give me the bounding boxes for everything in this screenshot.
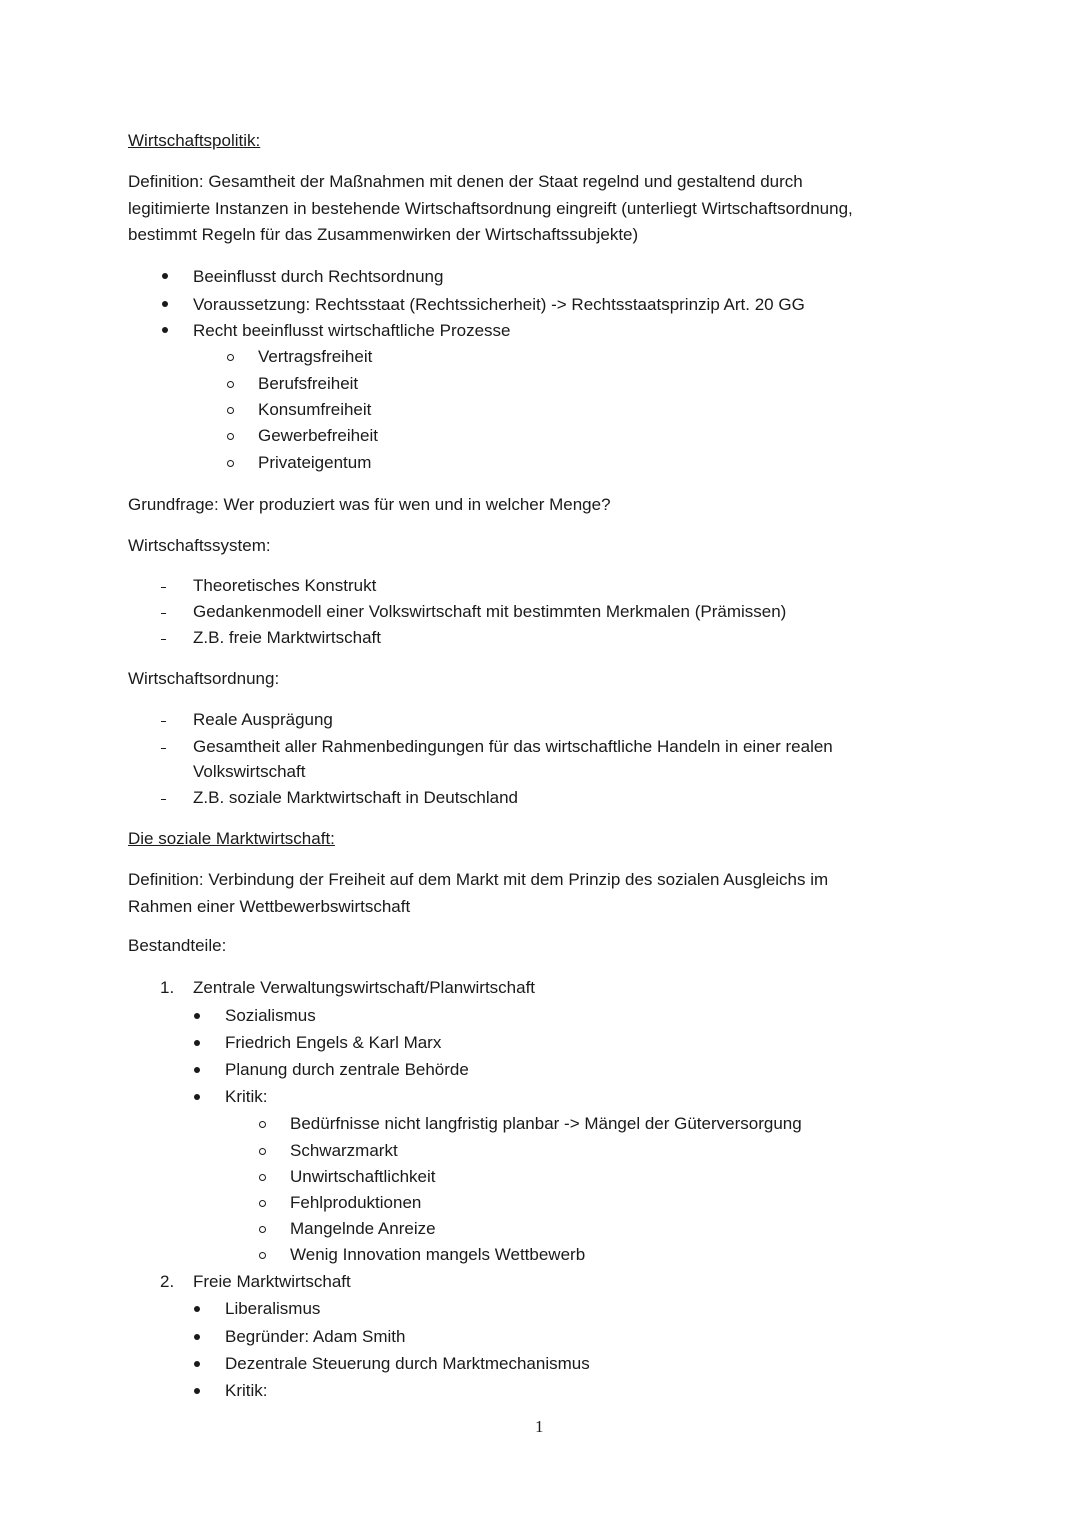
list-item: Beeinflusst durch Rechtsordnung	[193, 267, 444, 286]
bullet-dot	[194, 1040, 200, 1046]
list-item: Wenig Innovation mangels Wettbewerb	[290, 1245, 586, 1264]
list-item: Gesamtheit aller Rahmenbedingungen für das wirtschaftliche Handeln in einer realen	[193, 737, 833, 756]
grundfrage: Grundfrage: Wer produziert was für wen und in welcher Menge?	[128, 495, 611, 514]
list-item: Kritik:	[225, 1381, 268, 1400]
bullet-dot	[194, 1306, 200, 1312]
list-item: Begründer: Adam Smith	[225, 1327, 406, 1346]
dash-bullet	[161, 613, 166, 614]
heading-wirtschaftssystem: Wirtschaftssystem:	[128, 536, 271, 555]
list-number: 1.	[160, 978, 175, 997]
list-item: Unwirtschaftlichkeit	[290, 1167, 436, 1186]
list-item: Reale Ausprägung	[193, 710, 333, 729]
bullet-dot	[194, 1013, 200, 1019]
list-item-continuation: Volkswirtschaft	[193, 762, 306, 781]
bullet-dot	[162, 301, 168, 307]
dash-bullet	[161, 799, 166, 800]
circle-bullet	[259, 1252, 266, 1259]
definition-line-3: bestimmt Regeln für das Zusammenwirken der Wirtschaftssubjekte)	[128, 225, 639, 244]
list-item: Voraussetzung: Rechtsstaat (Rechtssicherheit) -> Rechtsstaatsprinzip Art. 20 GG	[193, 295, 805, 314]
list-item: Mangelnde Anreize	[290, 1219, 436, 1238]
bullet-dot	[194, 1334, 200, 1340]
dash-bullet	[161, 748, 166, 749]
list-item: Z.B. soziale Marktwirtschaft in Deutschland	[193, 788, 519, 807]
list-item: Liberalismus	[225, 1299, 321, 1318]
list-item: Friedrich Engels & Karl Marx	[225, 1033, 442, 1052]
list-item: Planung durch zentrale Behörde	[225, 1060, 469, 1079]
list-number: 2.	[160, 1272, 175, 1291]
list-item: Theoretisches Konstrukt	[193, 576, 377, 595]
numbered-item: Zentrale Verwaltungswirtschaft/Planwirtschaft	[193, 978, 536, 997]
circle-bullet	[259, 1226, 266, 1233]
definition-line-2: legitimierte Instanzen in bestehende Wirtschaftsordnung eingreift (unterliegt Wirtschaftsordnung,	[128, 199, 853, 218]
list-item: Recht beeinflusst wirtschaftliche Prozesse	[193, 321, 511, 340]
definition-line-1: Definition: Verbindung der Freiheit auf dem Markt mit dem Prinzip des sozialen Ausgleichs im	[128, 870, 829, 889]
list-item: Privateigentum	[258, 453, 372, 472]
bullet-dot	[194, 1361, 200, 1367]
list-item: Konsumfreiheit	[258, 400, 372, 419]
dash-bullet	[161, 639, 166, 640]
list-item: Schwarzmarkt	[290, 1141, 398, 1160]
circle-bullet	[259, 1174, 266, 1181]
circle-bullet	[227, 460, 234, 467]
list-item: Z.B. freie Marktwirtschaft	[193, 628, 381, 647]
heading-wirtschaftsordnung: Wirtschaftsordnung:	[128, 669, 280, 688]
definition-line-1: Definition: Gesamtheit der Maßnahmen mit denen der Staat regelnd und gestaltend durch	[128, 172, 803, 191]
numbered-item: Freie Marktwirtschaft	[193, 1272, 351, 1291]
bullet-dot	[194, 1094, 200, 1100]
bullet-dot	[162, 327, 168, 333]
circle-bullet	[227, 433, 234, 440]
bullet-dot	[194, 1388, 200, 1394]
list-item: Gewerbefreiheit	[258, 426, 379, 445]
definition-line-2: Rahmen einer Wettbewerbswirtschaft	[128, 897, 411, 916]
circle-bullet	[227, 354, 234, 361]
heading-wirtschaftspolitik: Wirtschaftspolitik:	[128, 131, 261, 150]
list-item: Bedürfnisse nicht langfristig planbar -> Mängel der Güterversorgung	[290, 1114, 802, 1133]
page-number: 1	[535, 1417, 544, 1436]
circle-bullet	[259, 1148, 266, 1155]
circle-bullet	[259, 1200, 266, 1207]
dash-bullet	[161, 721, 166, 722]
bullet-dot	[194, 1067, 200, 1073]
heading-bestandteile: Bestandteile:	[128, 936, 227, 955]
list-item: Sozialismus	[225, 1006, 316, 1025]
list-item: Fehlproduktionen	[290, 1193, 422, 1212]
list-item: Dezentrale Steuerung durch Marktmechanismus	[225, 1354, 590, 1373]
bullet-dot	[162, 273, 168, 279]
circle-bullet	[259, 1121, 266, 1128]
dash-bullet	[161, 587, 166, 588]
list-item: Gedankenmodell einer Volkswirtschaft mit bestimmten Merkmalen (Prämissen)	[193, 602, 787, 621]
list-item: Berufsfreiheit	[258, 374, 359, 393]
circle-bullet	[227, 407, 234, 414]
list-item: Kritik:	[225, 1087, 268, 1106]
circle-bullet	[227, 381, 234, 388]
heading-soziale-marktwirtschaft: Die soziale Marktwirtschaft:	[128, 829, 335, 848]
list-item: Vertragsfreiheit	[258, 347, 373, 366]
